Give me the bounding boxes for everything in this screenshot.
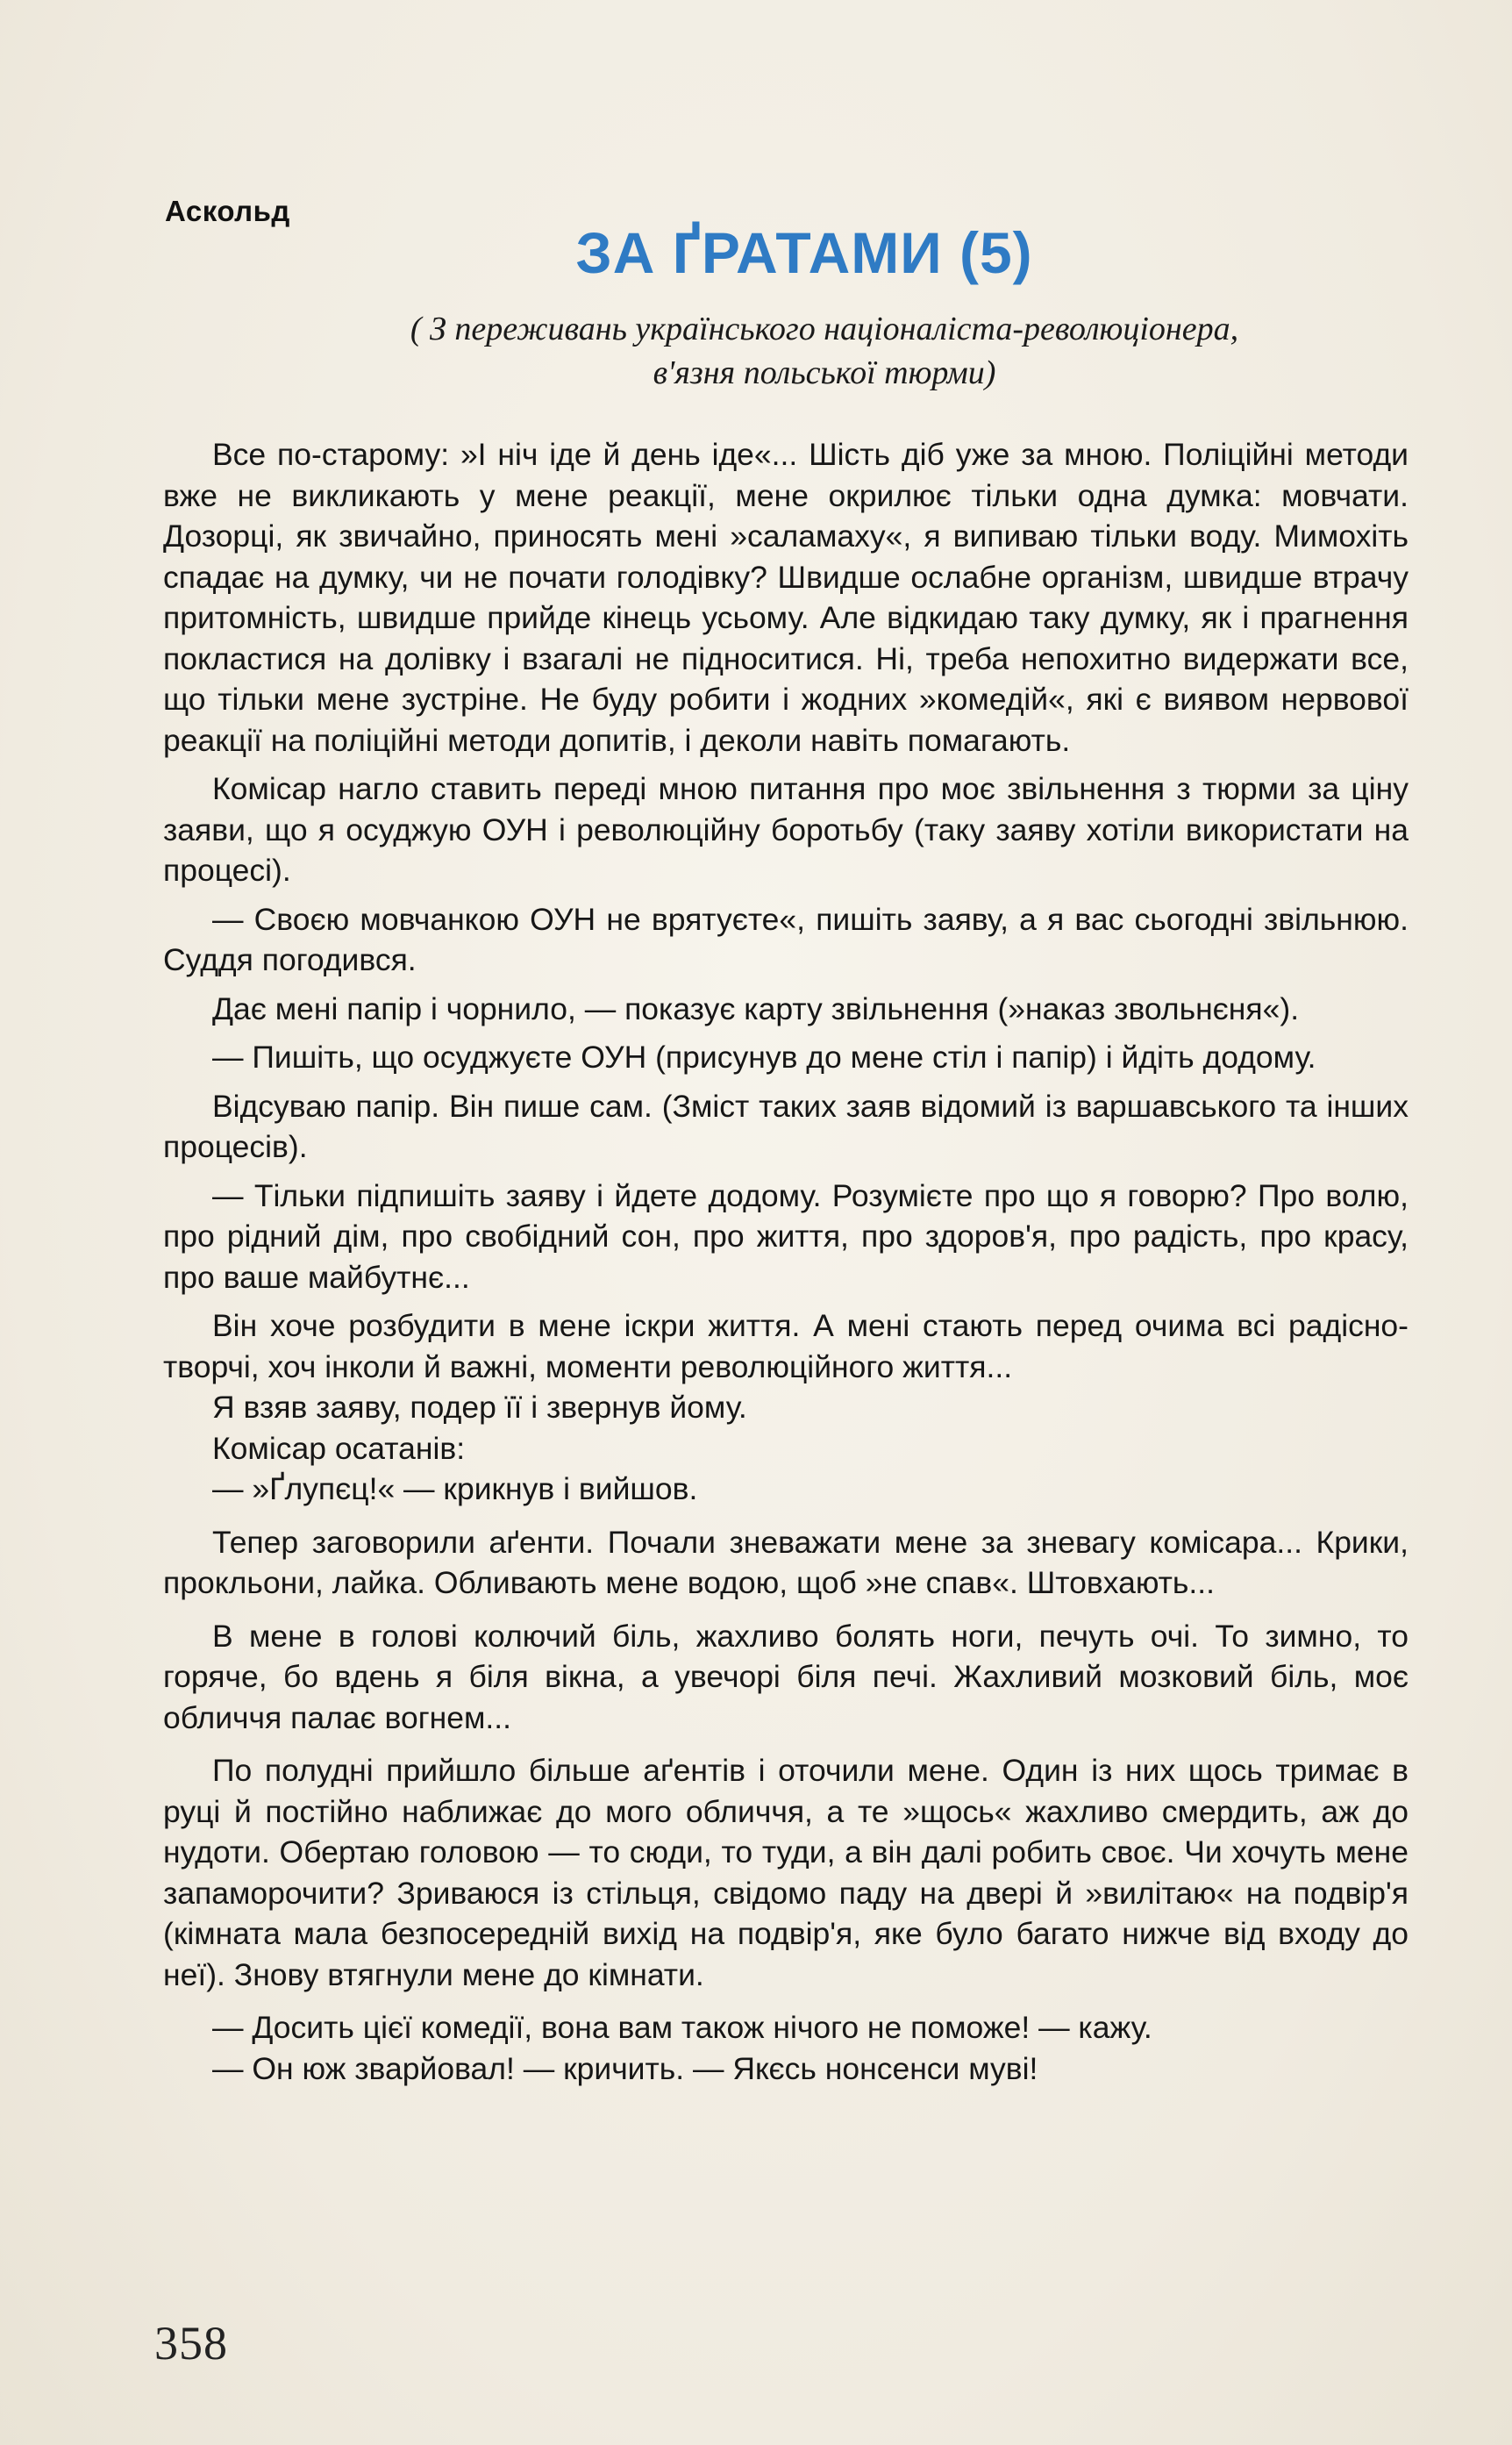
paragraph: Комісар осатанів:	[212, 1430, 466, 1466]
paragraph: — Тільки підпишіть заяву і йдете додому. Розумієте про що я говорю? Про волю, про рідний дім, про свобідний сон, про життя, про здоров'я, про радість, про красу, про ваше майбутнє...	[163, 1177, 1409, 1295]
article-body	[163, 434, 1409, 2089]
paragraph: — Пишіть, що осуджуєте ОУН (присунув до мене стіл і папір) і йдіть додому.	[212, 1040, 1316, 1075]
article-title: ЗА ҐРАТАМИ (5)	[575, 220, 1033, 285]
paragraph: — Он юж зварйовал! — кричить. — Якєсь нонсенси муві!	[212, 2050, 1038, 2086]
subtitle-line: ( З переживань українського націоналіста-революціонера,	[410, 311, 1239, 347]
paragraph: Комісар нагло ставить переді мною питання про моє звільнення з тюрми за ціну заяви, що я осуджую ОУН і революційну боротьбу (таку заяву хотіли використати на процесі).	[163, 771, 1409, 888]
paragraph: — Своєю мовчанкою ОУН не врятуєте«, пишіть заяву, а я вас сьогодні звільнюю. Суддя погодився.	[163, 901, 1409, 977]
paragraph: Все по-старому: »І ніч іде й день іде«... Шість діб уже за мною. Поліційні методи вже не викликають у мене реакції, мене окрилює тільки одна думка: мовчати. Дозорці, як звичайно, приносять мені »саламаху«, я випиваю тільки воду. Мимохіть спадає на думку, чи не почати голодівку? Швидше ослабне організм, швидше втрачу притомність, швидше прийде кінець усьому. Але відкидаю таку думку, як і прагнення покластися на долівку і взагалі не підноситися. Ні, треба непохитно видержати все, що тільки мене зустріне. Не буду робити і жодних »комедій«, які є виявом нервової реакції на поліційні методи допитів, і деколи навіть помагають.	[163, 437, 1409, 758]
paragraph: Відсуваю папір. Він пише сам. (Зміст таких заяв відомий із варшавського та інших процесів).	[163, 1088, 1409, 1164]
paragraph: — »Ґлупєц!« — крикнув і вийшов.	[212, 1471, 698, 1506]
paragraph: В мене в голові колючий біль, жахливо болять ноги, печуть очі. То зимно, то горяче, бо вдень я біля вікна, а увечорі біля печі. Жахливий мозковий біль, моє обличчя палає вогнем...	[163, 1618, 1409, 1735]
paragraph: По полудні прийшло більше аґентів і оточили мене. Один із них щось тримає в руці й постійно наближає до мого обличчя, а те »щось« жахливо смердить, аж до нудоти. Обертаю головою — то сюди, то туди, а він далі робить своє. Чи хочуть мене запаморочити? Зриваюся із стільця, свідомо паду на двері й »вилітаю« на подвір'я (кімната мала безпосередній вихід на подвір'я, яке було багато нижче від входу до неї). Знову втягнули мене до кімнати.	[163, 1753, 1409, 1992]
paragraph: Дає мені папір і чорнило, — показує карту звільнення (»наказ звольнєня«).	[212, 990, 1300, 1026]
page-number: 358	[154, 2317, 228, 2370]
author-name: Аскольд	[165, 195, 290, 227]
paragraph: Він хоче розбудити в мене іскри життя. А мені стають перед очима всі радісно-творчі, хоч інколи й важні, моменти революційного життя...	[163, 1308, 1409, 1384]
subtitle-line: в'язня польської тюрми)	[653, 354, 996, 391]
paragraph: — Досить цієї комедії, вона вам також нічого не поможе! — кажу.	[212, 2010, 1152, 2045]
paragraph: Я взяв заяву, подер її і звернув йому.	[212, 1390, 747, 1425]
paragraph: Тепер заговорили аґенти. Почали зневажати мене за зневагу комісара... Крики, прокльони, лайка. Обливають мене водою, щоб »не спав«. Штовхають...	[163, 1524, 1409, 1600]
article-subtitle	[289, 307, 1359, 395]
